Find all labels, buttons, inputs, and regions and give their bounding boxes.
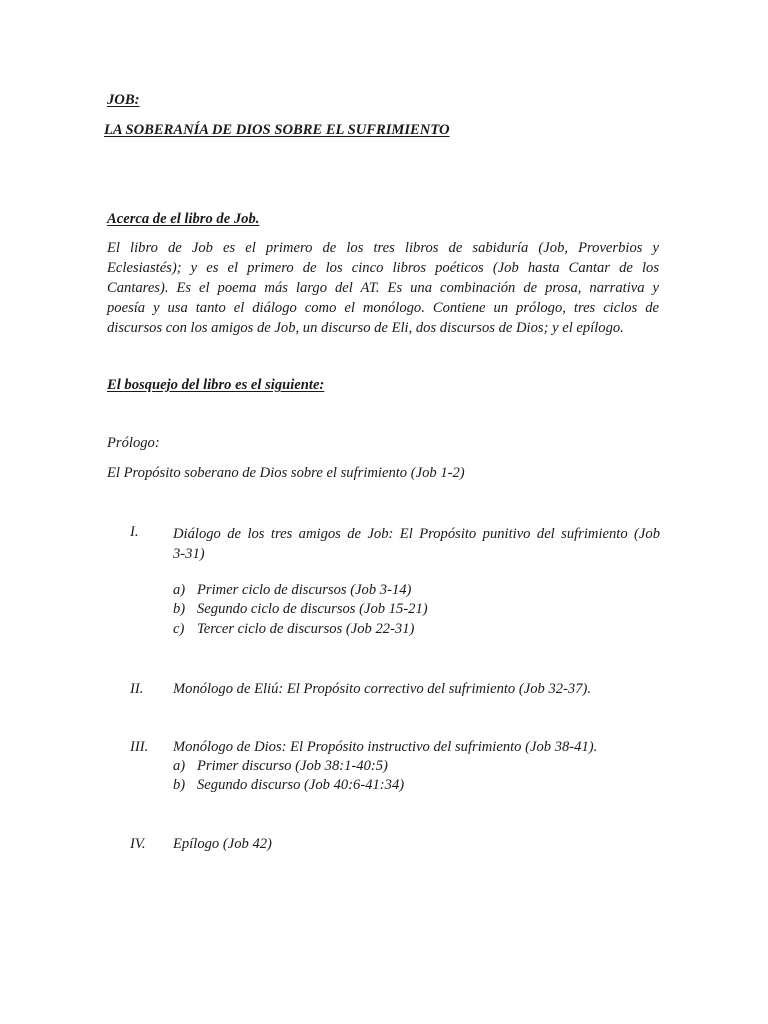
sub-item-text: Primer ciclo de discursos (Job 3-14) bbox=[197, 582, 412, 598]
outline-item-text: Monólogo de Dios: El Propósito instructivo del sufrimiento (Job 38-41). bbox=[173, 739, 598, 755]
section-about-title: Acerca de el libro de Job. bbox=[107, 211, 260, 227]
outline-numeral: III. bbox=[130, 739, 149, 755]
outline-numeral: II. bbox=[130, 681, 144, 697]
about-line: discursos con los amigos de Job, un discurso de Eli, dos discursos de Dios; y el epílogo. bbox=[107, 320, 624, 336]
sub-item-text: Segundo ciclo de discursos (Job 15-21) bbox=[197, 601, 428, 617]
sub-letter: a) bbox=[173, 582, 186, 598]
outline-item-line: 3-31) bbox=[173, 546, 205, 562]
about-line: Cantares). Es el poema más largo del AT. Es una combinación de prosa, narrativa y bbox=[107, 280, 659, 296]
outline-numeral: I. bbox=[130, 524, 139, 540]
sub-item-text: Segundo discurso (Job 40:6-41:34) bbox=[197, 777, 405, 793]
sub-letter: b) bbox=[173, 777, 186, 793]
sub-letter: c) bbox=[173, 621, 185, 637]
section-outline-title: El bosquejo del libro es el siguiente: bbox=[107, 377, 325, 393]
about-line: El libro de Job es el primero de los tres libros de sabiduría (Job, Proverbios y bbox=[107, 240, 659, 256]
about-line: poesía y usa tanto el diálogo como el monólogo. Contiene un prólogo, tres ciclos de bbox=[107, 300, 659, 316]
outline-item-line: Diálogo de los tres amigos de Job: El Propósito punitivo del sufrimiento (Job bbox=[173, 526, 660, 542]
outline-numeral: IV. bbox=[130, 836, 146, 852]
outline-item-text: Monólogo de Eliú: El Propósito correctivo del sufrimiento (Job 32-37). bbox=[173, 681, 592, 697]
about-line: Eclesiastés); y es el primero de los cinco libros poéticos (Job hasta Cantar de los bbox=[107, 260, 659, 276]
heading-job: JOB: bbox=[107, 92, 140, 108]
heading-subtitle: LA SOBERANÍA DE DIOS SOBRE EL SUFRIMIENTO bbox=[104, 122, 450, 138]
sub-item-text: Tercer ciclo de discursos (Job 22-31) bbox=[197, 621, 415, 637]
prologue-label: Prólogo: bbox=[107, 435, 160, 451]
about-paragraph bbox=[107, 238, 659, 338]
sub-letter: a) bbox=[173, 758, 186, 774]
sub-letter: b) bbox=[173, 601, 186, 617]
outline-item-text: Epílogo (Job 42) bbox=[173, 836, 272, 852]
outline-item-text bbox=[173, 524, 660, 564]
prologue-text: El Propósito soberano de Dios sobre el sufrimiento (Job 1-2) bbox=[107, 465, 465, 481]
sub-item-text: Primer discurso (Job 38:1-40:5) bbox=[197, 758, 388, 774]
